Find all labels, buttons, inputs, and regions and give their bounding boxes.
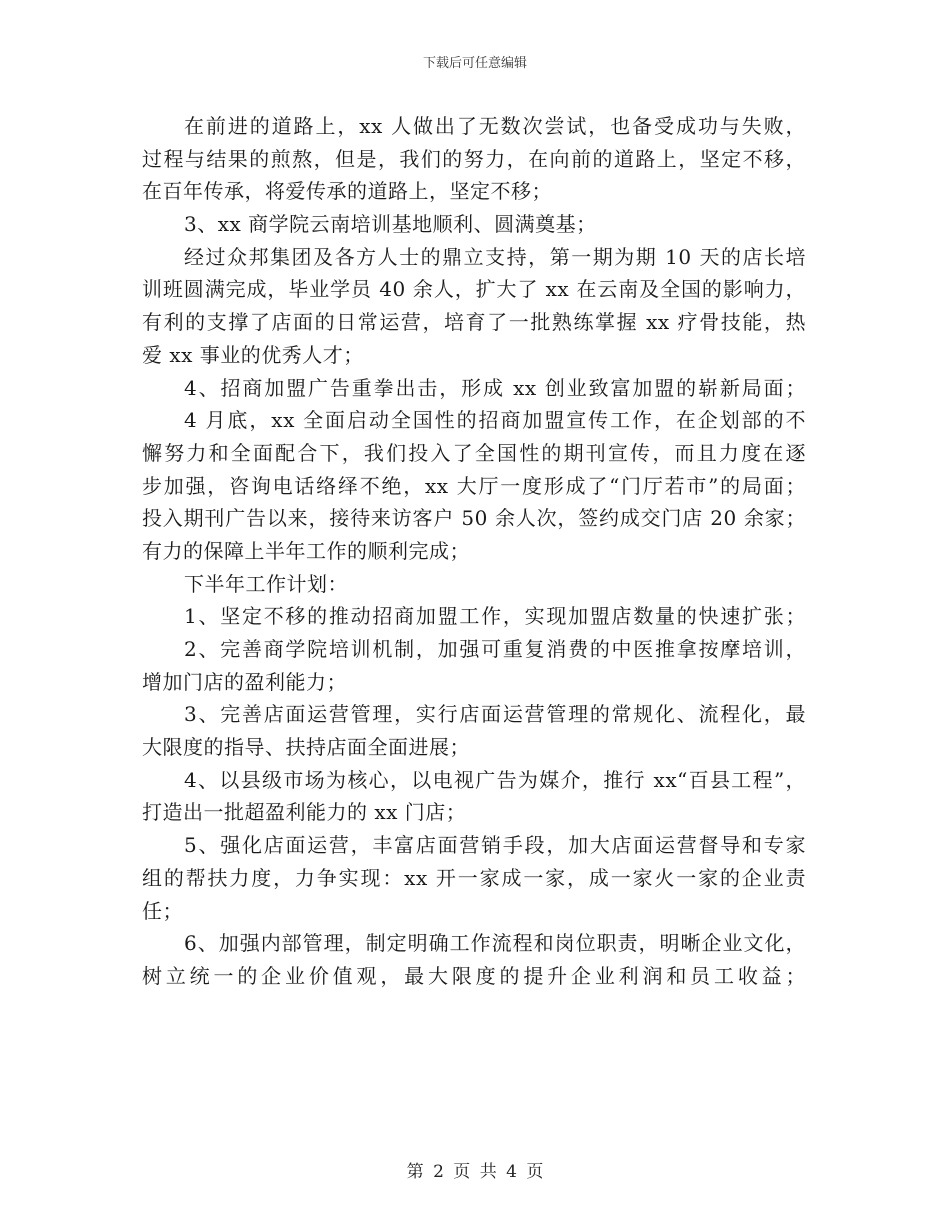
text-line: 任； — [142, 898, 183, 923]
text-line: 3、完善店面运营管理，实行店面运营管理的常规化、流程化，最 — [184, 702, 806, 727]
text-line: 2、完善商学院培训机制，加强可重复消费的中医推拿按摩培训， — [184, 637, 806, 661]
document-body — [142, 110, 806, 993]
text-line: 有力的保障上半年工作的顺利完成； — [142, 538, 470, 563]
text-line: 4、招商加盟广告重拳出击，形成 xx 创业致富加盟的崭新局面； — [184, 375, 806, 400]
text-line: 3、xx 商学院云南培训基地顺利、圆满奠基； — [184, 212, 597, 237]
text-line: 经过众邦集团及各方人士的鼎立支持，第一期为期 10 天的店长培 — [184, 244, 806, 269]
text-line: 打造出一批超盈利能力的 xx 门店； — [142, 800, 467, 825]
text-line: 下半年工作计划： — [184, 571, 348, 596]
text-line: 有利的支撑了店面的日常运营，培育了一批熟练掌握 xx 疗骨技能，热 — [142, 310, 806, 335]
text-line: 投入期刊广告以来，接待来访客户 50 余人次，签约成交门店 20 余家； — [142, 506, 806, 531]
text-line: 懈努力和全面配合下，我们投入了全国性的期刊宣传，而且力度在逐 — [142, 440, 806, 465]
page-header: 下载后可任意编辑 — [422, 56, 527, 71]
text-line: 在百年传承，将爱传承的道路上，坚定不移； — [142, 179, 552, 204]
text-line: 爱 xx 事业的优秀人才； — [142, 342, 364, 367]
text-line: 训班圆满完成，毕业学员 40 余人，扩大了 xx 在云南及全国的影响力， — [142, 277, 806, 302]
text-line: 大限度的指导、扶持店面全面进展； — [142, 735, 470, 760]
text-line: 4 月底，xx 全面启动全国性的招商加盟宣传工作，在企划部的不 — [184, 408, 806, 433]
text-line: 6、加强内部管理，制定明确工作流程和岗位职责，明晰企业文化， — [184, 931, 806, 956]
text-line: 1、坚定不移的推动招商加盟工作，实现加盟店数量的快速扩张； — [184, 604, 806, 629]
text-line: 组的帮扶力度，力争实现：xx 开一家成一家，成一家火一家的企业责 — [142, 865, 806, 890]
text-line: 增加门店的盈利能力； — [142, 669, 347, 694]
text-line: 在前进的道路上，xx 人做出了无数次尝试，也备受成功与失败， — [184, 114, 806, 138]
page-footer: 第 2 页 共 4 页 — [406, 1162, 544, 1182]
text-line: 树立统一的企业价值观，最大限度的提升企业利润和员工收益； — [142, 963, 806, 988]
text-line: 过程与结果的煎熬，但是，我们的努力，在向前的道路上，坚定不移， — [142, 146, 806, 171]
text-line: 5、强化店面运营，丰富店面营销手段，加大店面运营督导和专家 — [184, 833, 806, 858]
text-line: 4、以县级市场为核心，以电视广告为媒介，推行 xx“百县工程”， — [184, 767, 806, 792]
text-line: 步加强，咨询电话络绎不绝，xx 大厅一度形成了“门厅若市”的局面； — [142, 473, 806, 498]
